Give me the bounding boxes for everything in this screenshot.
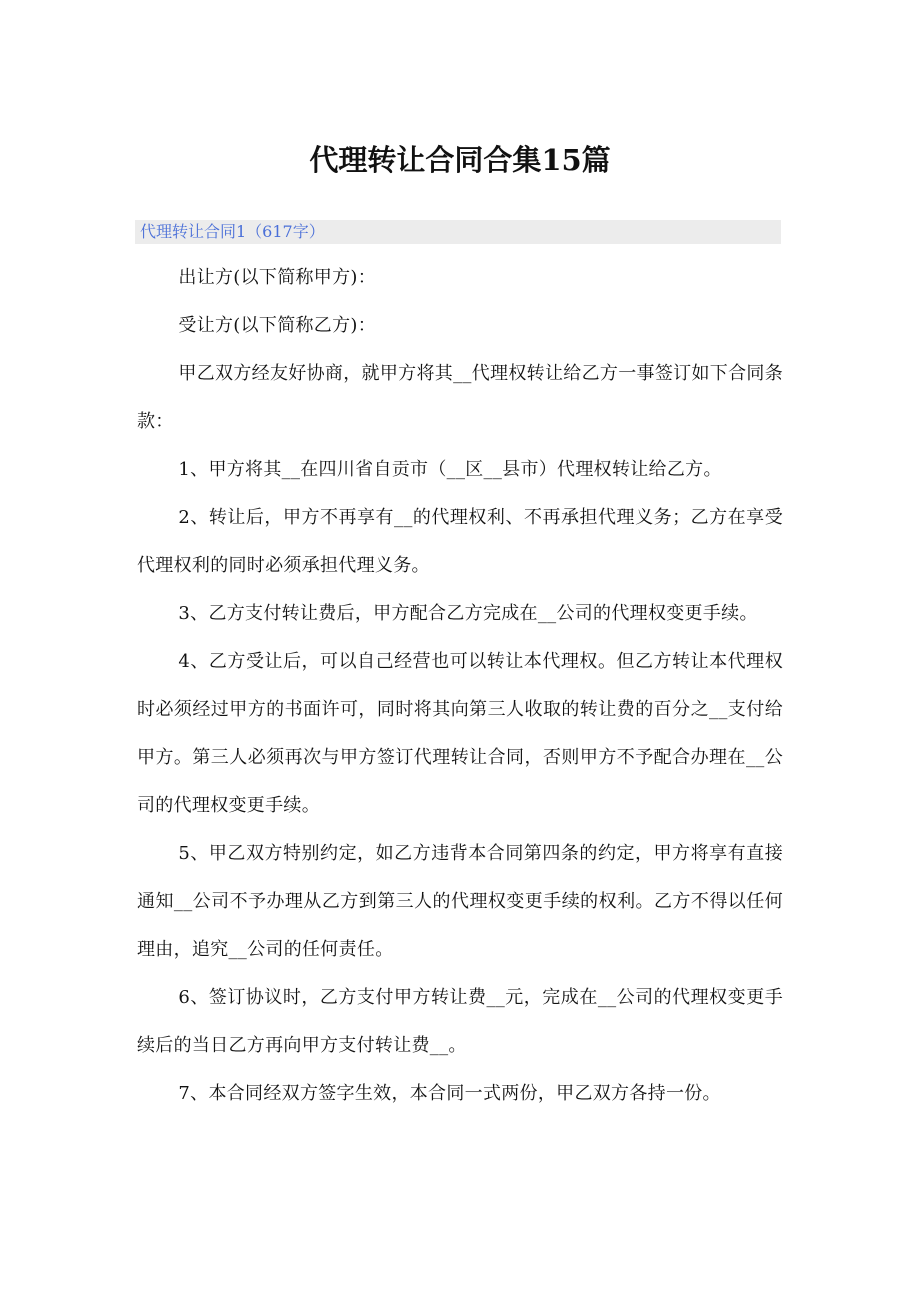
clause-6: 6、签订协议时，乙方支付甲方转让费__元，完成在__公司的代理权变更手续后的当日乙方再向甲方支付转让费__。 bbox=[137, 987, 783, 1056]
paragraph-transferee: 受让方(以下简称乙方)： bbox=[178, 315, 377, 336]
paragraph-preamble: 甲乙双方经友好协商，就甲方将其__代理权转让给乙方一事签订如下合同条款： bbox=[137, 363, 783, 432]
clause-4: 4、乙方受让后，可以自己经营也可以转让本代理权。但乙方转让本代理权时必须经过甲方的书面许可，同时将其向第三人收取的转让费的百分之__支付给甲方。第三人必须再次与甲方签订代理转让合同，否则甲方不予配合办理在__公司的代理权变更手续。 bbox=[137, 651, 783, 816]
document-title: 代理转让合同合集15篇 bbox=[309, 143, 611, 177]
clause-5: 5、甲乙双方特别约定，如乙方违背本合同第四条的约定，甲方将享有直接通知__公司不予办理从乙方到第三人的代理权变更手续的权利。乙方不得以任何理由，追究__公司的任何责任。 bbox=[137, 843, 783, 960]
clause-3: 3、乙方支付转让费后，甲方配合乙方完成在__公司的代理权变更手续。 bbox=[178, 603, 758, 624]
clause-1: 1、甲方将其__在四川省自贡市（__区__县市）代理权转让给乙方。 bbox=[178, 459, 722, 480]
section-heading-link[interactable]: 代理转让合同1（617字） bbox=[135, 220, 781, 244]
paragraph-transferor: 出让方(以下简称甲方)： bbox=[178, 267, 377, 288]
clause-2: 2、转让后，甲方不再享有__的代理权利、不再承担代理义务；乙方在享受代理权利的同时必须承担代理义务。 bbox=[137, 507, 783, 576]
section-body bbox=[137, 254, 783, 1118]
clause-7: 7、本合同经双方签字生效，本合同一式两份，甲乙双方各持一份。 bbox=[178, 1083, 721, 1104]
